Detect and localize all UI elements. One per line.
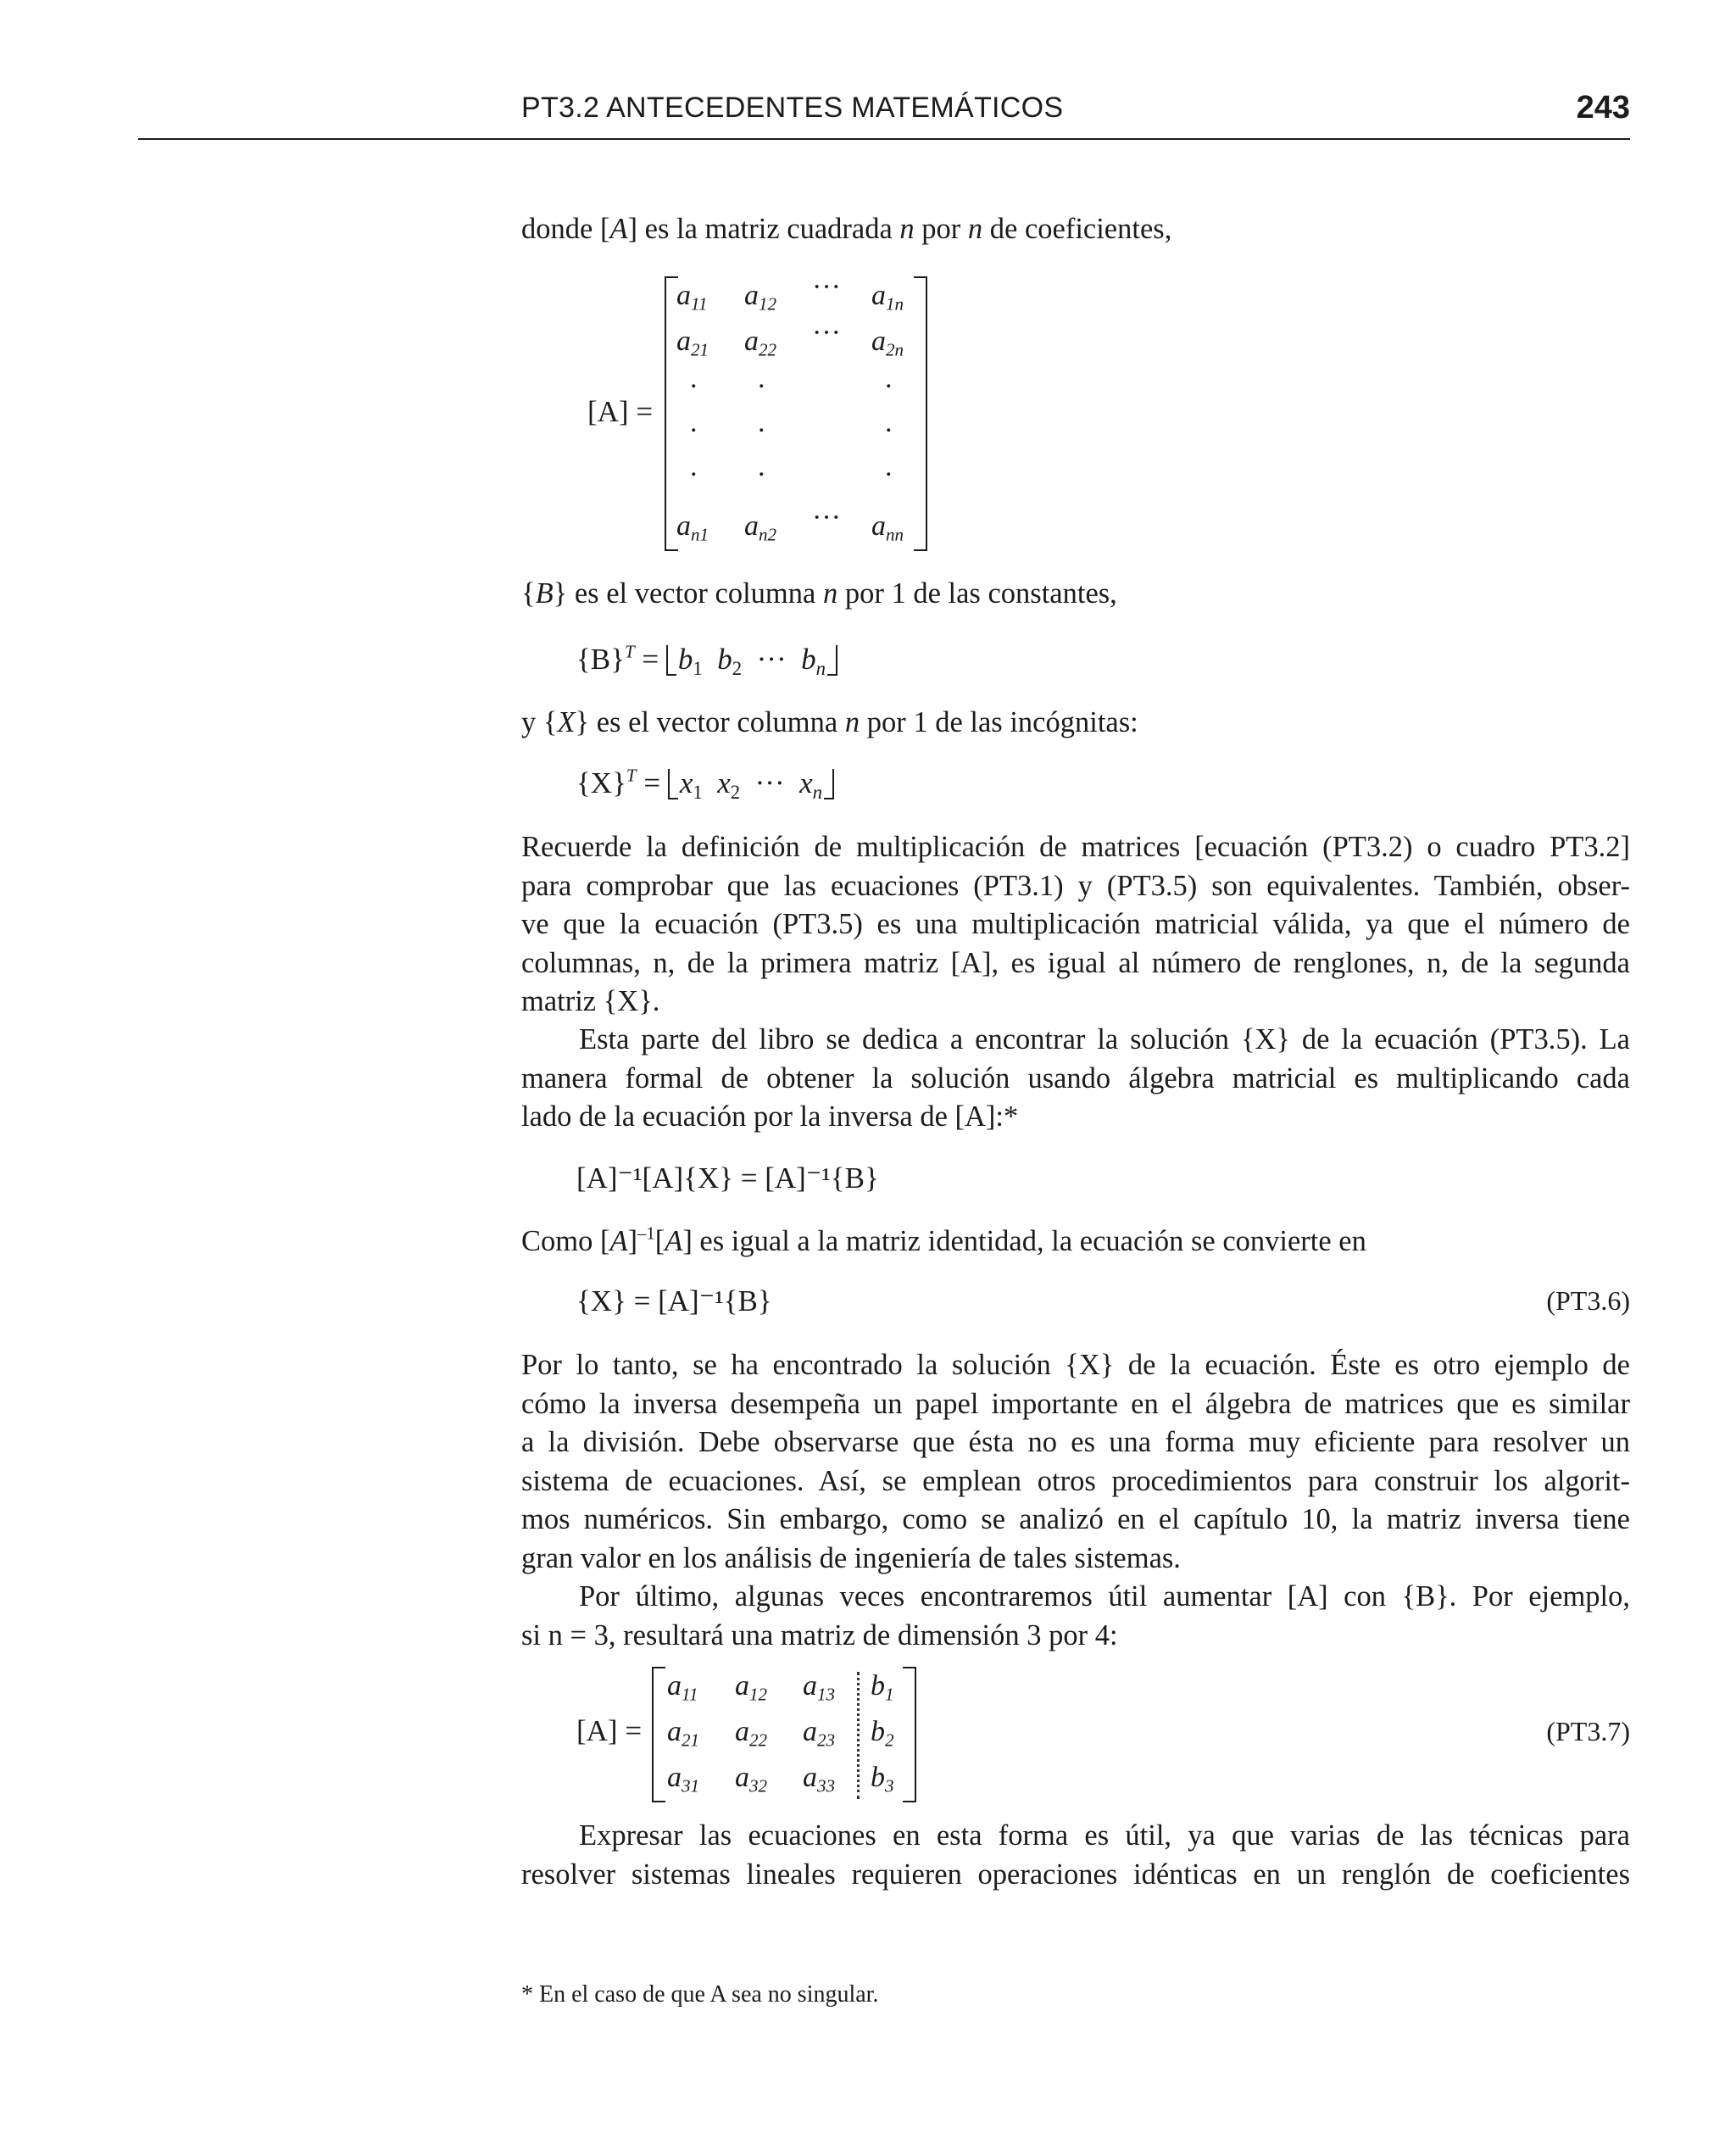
paragraph-3 — [521, 1346, 1630, 1578]
matrix-a-lhs: [A] = — [587, 395, 654, 428]
matrix-a-dot: . — [885, 407, 893, 438]
augmented-cell: $a_{33}$ — [803, 1762, 836, 1796]
running-header — [138, 90, 1630, 140]
text-line: si n = 3, resultará una matriz de dimensión 3 por 4: — [521, 1618, 1118, 1651]
text-line: Por último, algunas veces encontraremos útil aumentar [A] con {B}. Por ejemplo, — [579, 1580, 1630, 1612]
text-line: sistema de ecuaciones. Así, se emplean otros procedimientos para construir los algorit- — [521, 1464, 1630, 1497]
augmented-cell: $a_{31}$ — [667, 1762, 700, 1796]
x-vector-line: y {X} es el vector columna n por 1 de las incógnitas: — [521, 706, 1138, 738]
text-line: Por lo tanto, se ha encontrado la solución {X} de la ecuación. Éste es otro ejemplo de — [521, 1349, 1630, 1381]
matrix-a-dot: . — [885, 363, 893, 394]
como-line: Como $[A]^{-1}[A]$ es igual a la matriz identidad, la ecuación se convierte en — [521, 1224, 1366, 1257]
matrix-a-cell: $a_{12}$ — [744, 280, 777, 315]
matrix-a-dot: . — [690, 363, 698, 394]
text-line: Recuerde la definición de multiplicación de matrices [ecuación (PT3.2) o cuadro PT3.2] — [521, 831, 1630, 863]
solution-equation: {X} = [A]⁻¹{B} — [576, 1284, 772, 1317]
augmented-cell: $a_{32}$ — [735, 1762, 768, 1796]
text-line: cómo la inversa desempeña un papel importante en el álgebra de matrices que es similar — [521, 1387, 1630, 1420]
augmented-cell: $a_{22}$ — [735, 1716, 768, 1751]
matrix-a-dot: . — [690, 407, 698, 438]
matrix-a-cdots: ··· — [812, 502, 841, 533]
matrix-a-cell: $a_{n2}$ — [744, 510, 777, 545]
augmented-separator — [857, 1672, 860, 1799]
matrix-a — [661, 273, 932, 553]
b-transpose-equation: $\{B\}^T = b_1$ $b_2$ ··· $b_n$ — [576, 643, 837, 677]
text-line: lado de la ecuación por la inversa de [A]:* — [521, 1100, 1019, 1133]
section-title: PT3.2 ANTECEDENTES MATEMÁTICOS — [521, 92, 1064, 124]
text-line: gran valor en los análisis de ingeniería de tales sistemas. — [521, 1541, 1181, 1574]
footnote: * En el caso de que A sea no singular. — [521, 1981, 879, 2008]
intro-line: donde [A] es la matriz cuadrada n por n de coeficientes, — [521, 213, 1172, 245]
paragraph-2 — [521, 1021, 1630, 1137]
augmented-cell: $b_2$ — [871, 1716, 894, 1751]
matrix-a-dot: . — [758, 363, 765, 394]
text-line: Expresar las ecuaciones en esta forma es útil, ya que varias de las técnicas para — [579, 1819, 1630, 1852]
equation-number: (PT3.7) — [1546, 1716, 1630, 1746]
text-line: mos numéricos. Sin embargo, como se analizó en el capítulo 10, la matriz inversa tiene — [521, 1503, 1630, 1535]
matrix-a-dot: . — [690, 451, 698, 482]
text-line: a la división. Debe observarse que ésta no es una forma muy eficiente para resolver un — [521, 1426, 1630, 1458]
text-line: ve que la ecuación (PT3.5) es una multiplicación matricial válida, ya que el número de — [521, 908, 1630, 940]
paragraph-1 — [521, 828, 1630, 1022]
x-transpose-equation: $\{X\}^T = x_1$ $x_2$ ··· $x_n$ — [576, 766, 834, 800]
augmented-cell: $a_{12}$ — [735, 1670, 768, 1705]
b-vector-line: {B} es el vector columna n por 1 de las constantes, — [521, 577, 1117, 610]
matrix-a-cdots: ··· — [812, 317, 841, 348]
matrix-a-cell: $a_{11}$ — [676, 280, 708, 315]
text-line: Esta parte del libro se dedica a encontrar la solución {X} de la ecuación (PT3.5). La — [579, 1023, 1630, 1056]
inverse-equation: [A]⁻¹[A]{X} = [A]⁻¹{B} — [576, 1161, 879, 1195]
matrix-a-cell: $a_{nn}$ — [871, 510, 904, 545]
matrix-a-dot: . — [885, 451, 893, 482]
matrix-a-cell: $a_{1n}$ — [871, 280, 904, 315]
text-line: manera formal de obtener la solución usando álgebra matricial es multiplicando cada — [521, 1061, 1630, 1094]
augmented-cell: $b_1$ — [871, 1670, 894, 1705]
matrix-a-cdots: ··· — [812, 271, 841, 303]
augmented-left-bracket — [652, 1667, 665, 1802]
augmented-cell: $a_{23}$ — [803, 1716, 836, 1751]
matrix-a-cell: $a_{22}$ — [744, 326, 777, 360]
matrix-a-dot: . — [758, 451, 765, 482]
matrix-a-dot: . — [758, 407, 765, 438]
augmented-cell: $b_3$ — [871, 1762, 894, 1796]
augmented-matrix — [648, 1663, 920, 1804]
augmented-matrix-lhs: [A] = — [576, 1714, 643, 1747]
page-number: 243 — [1576, 90, 1630, 125]
text-line: matriz {X}. — [521, 985, 660, 1017]
augmented-cell: $a_{11}$ — [667, 1670, 698, 1705]
equation-number: (PT3.6) — [1546, 1285, 1630, 1316]
text-line: para comprobar que las ecuaciones (PT3.1) y (PT3.5) son equivalentes. También, obser- — [521, 869, 1630, 902]
paragraph-5 — [521, 1817, 1630, 1894]
paragraph-4 — [521, 1578, 1630, 1655]
augmented-right-bracket — [903, 1667, 916, 1802]
matrix-a-cell: $a_{21}$ — [676, 326, 709, 360]
augmented-cell: $a_{13}$ — [803, 1670, 836, 1705]
matrix-a-cell: $a_{n1}$ — [676, 510, 709, 545]
text-line: resolver sistemas lineales requieren operaciones idénticas en un renglón de coeficientes — [521, 1858, 1630, 1891]
augmented-cell: $a_{21}$ — [667, 1716, 700, 1751]
text-line: columnas, n, de la primera matriz [A], es igual al número de renglones, n, de la segunda — [521, 946, 1630, 979]
matrix-a-cell: $a_{2n}$ — [871, 326, 904, 360]
matrix-a-right-bracket — [914, 276, 927, 551]
